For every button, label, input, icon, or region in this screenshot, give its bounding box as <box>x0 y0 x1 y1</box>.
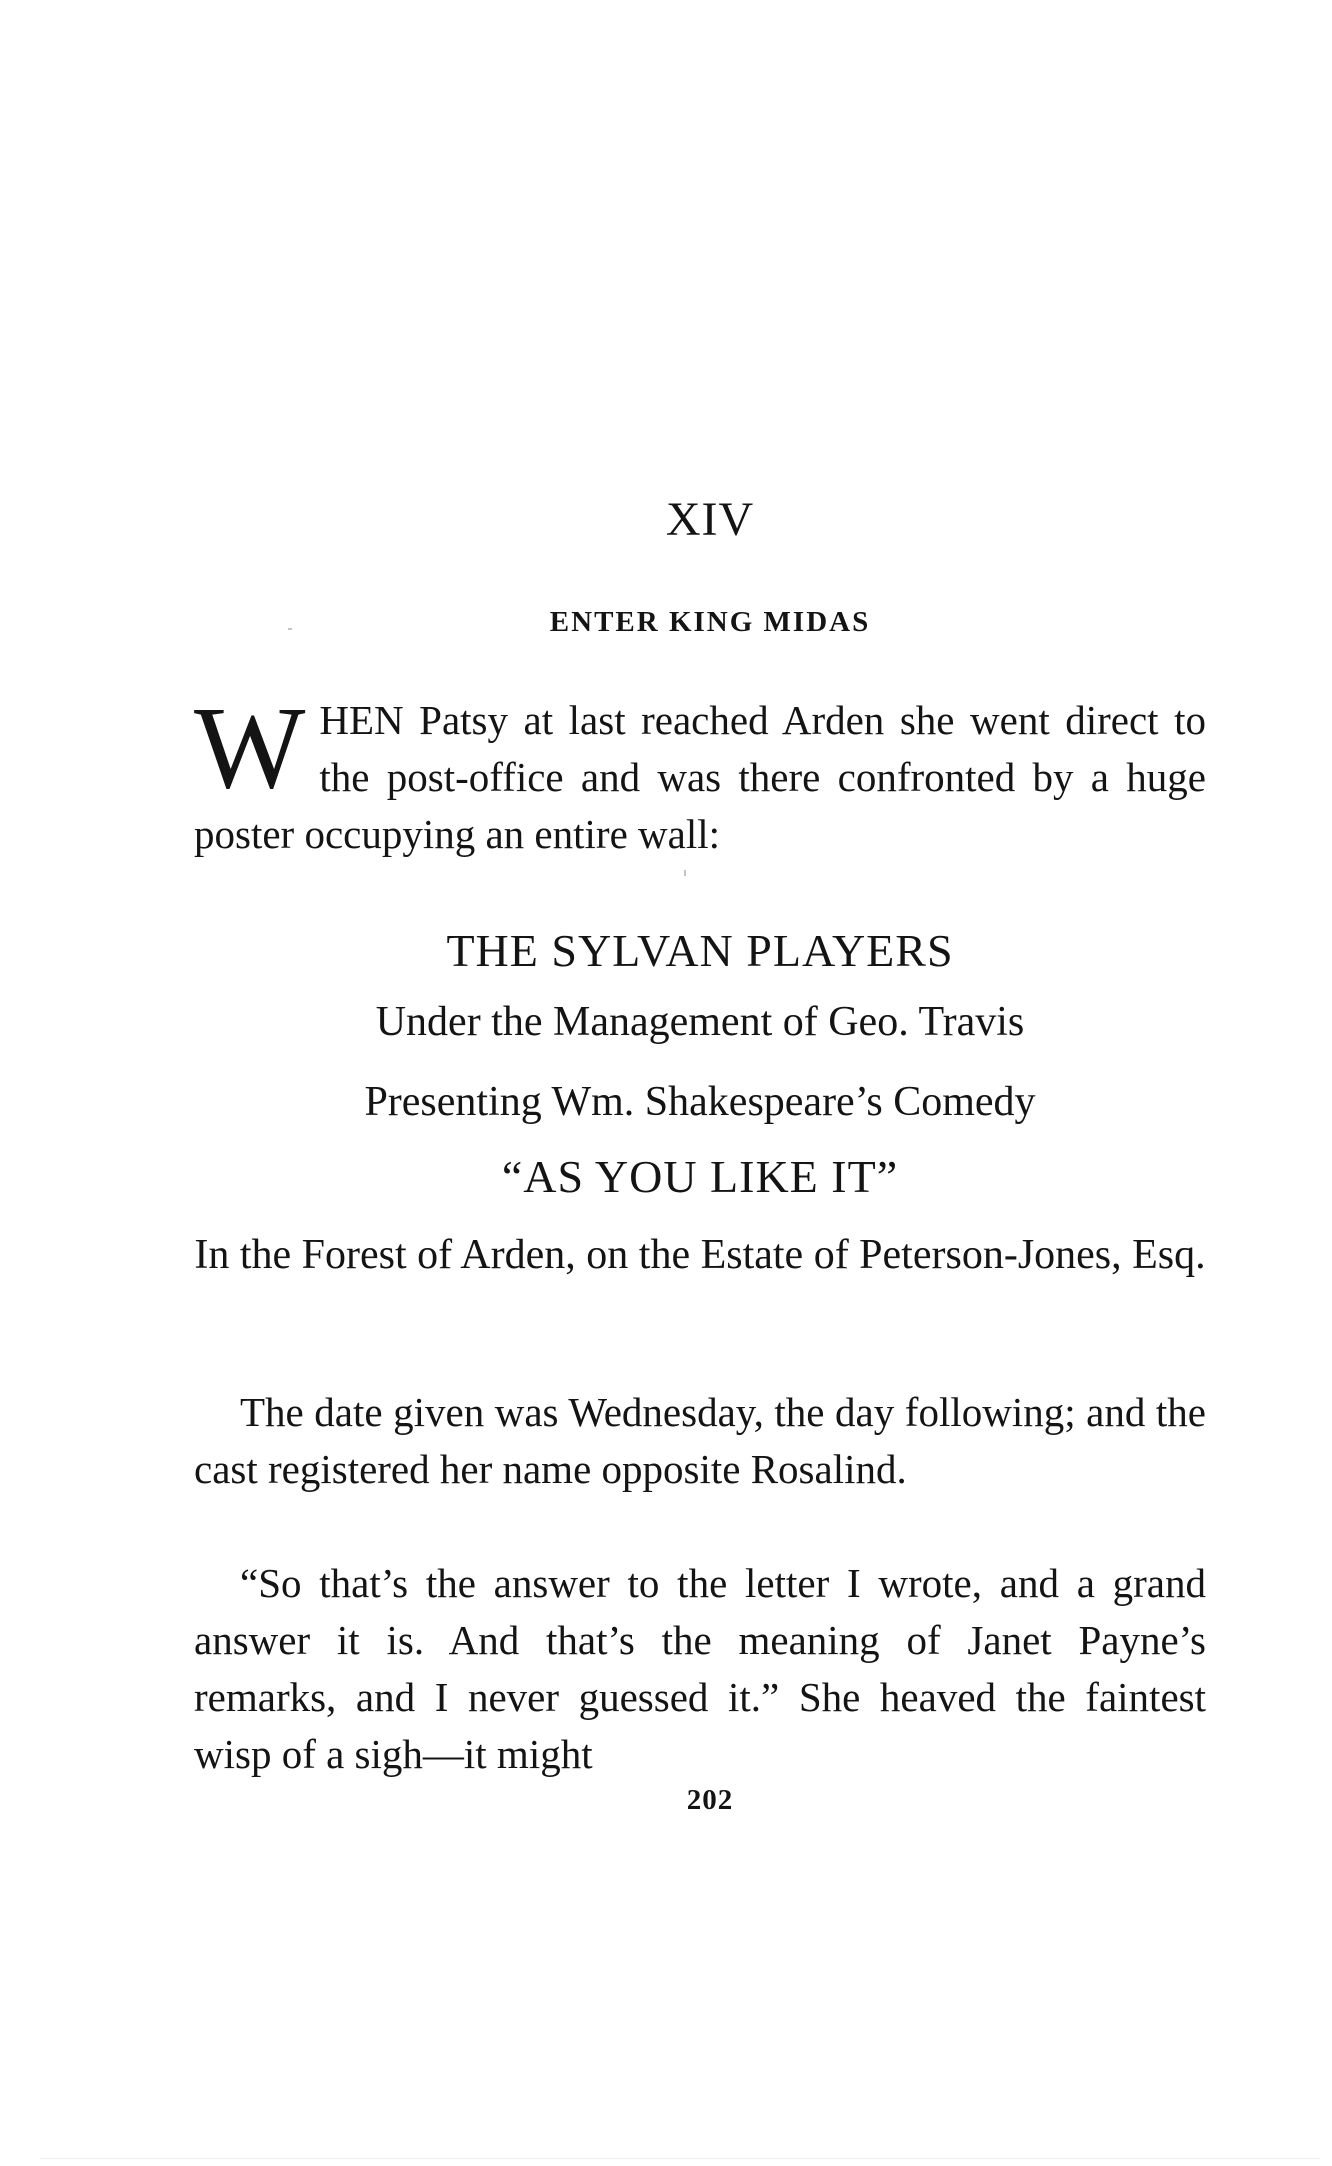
scan-speck <box>40 2158 1320 2159</box>
opening-paragraph <box>194 682 1206 863</box>
page-number: 202 <box>686 1784 734 1816</box>
poster-management: Under the Management of Geo. Travis <box>375 999 1025 1045</box>
chapter-number: XIV <box>665 493 755 546</box>
chapter-title: ENTER KING MIDAS <box>549 606 871 638</box>
body-paragraph: “So that’s the answer to the letter I wrote, and a grand answer it is. And that’s the meaning of Janet Payne’s remarks, and I never guessed it.” She heaved the faintest wisp of a sigh—it might <box>194 1560 1206 1777</box>
poster-presenting: Presenting Wm. Shakespeare’s Comedy <box>364 1079 1036 1125</box>
poster-location: In the Forest of Arden, on the Estate of Peterson-Jones, Esq. <box>194 1232 1206 1278</box>
opening-text: Patsy at last reached Arden she went direct to the post-office and was there confronted by a huge poster occupying an entire wall: <box>194 697 1206 857</box>
scan-speck <box>684 870 686 876</box>
poster-play-title: “AS YOU LIKE IT” <box>501 1151 899 1202</box>
body-paragraph: The date given was Wednesday, the day following; and the cast registered her name opposite Rosalind. <box>194 1389 1206 1492</box>
opening-smallcaps: HEN <box>319 697 404 743</box>
poster-company: THE SYLVAN PLAYERS <box>446 925 954 976</box>
scan-speck <box>288 628 292 630</box>
drop-cap: W <box>194 682 306 813</box>
